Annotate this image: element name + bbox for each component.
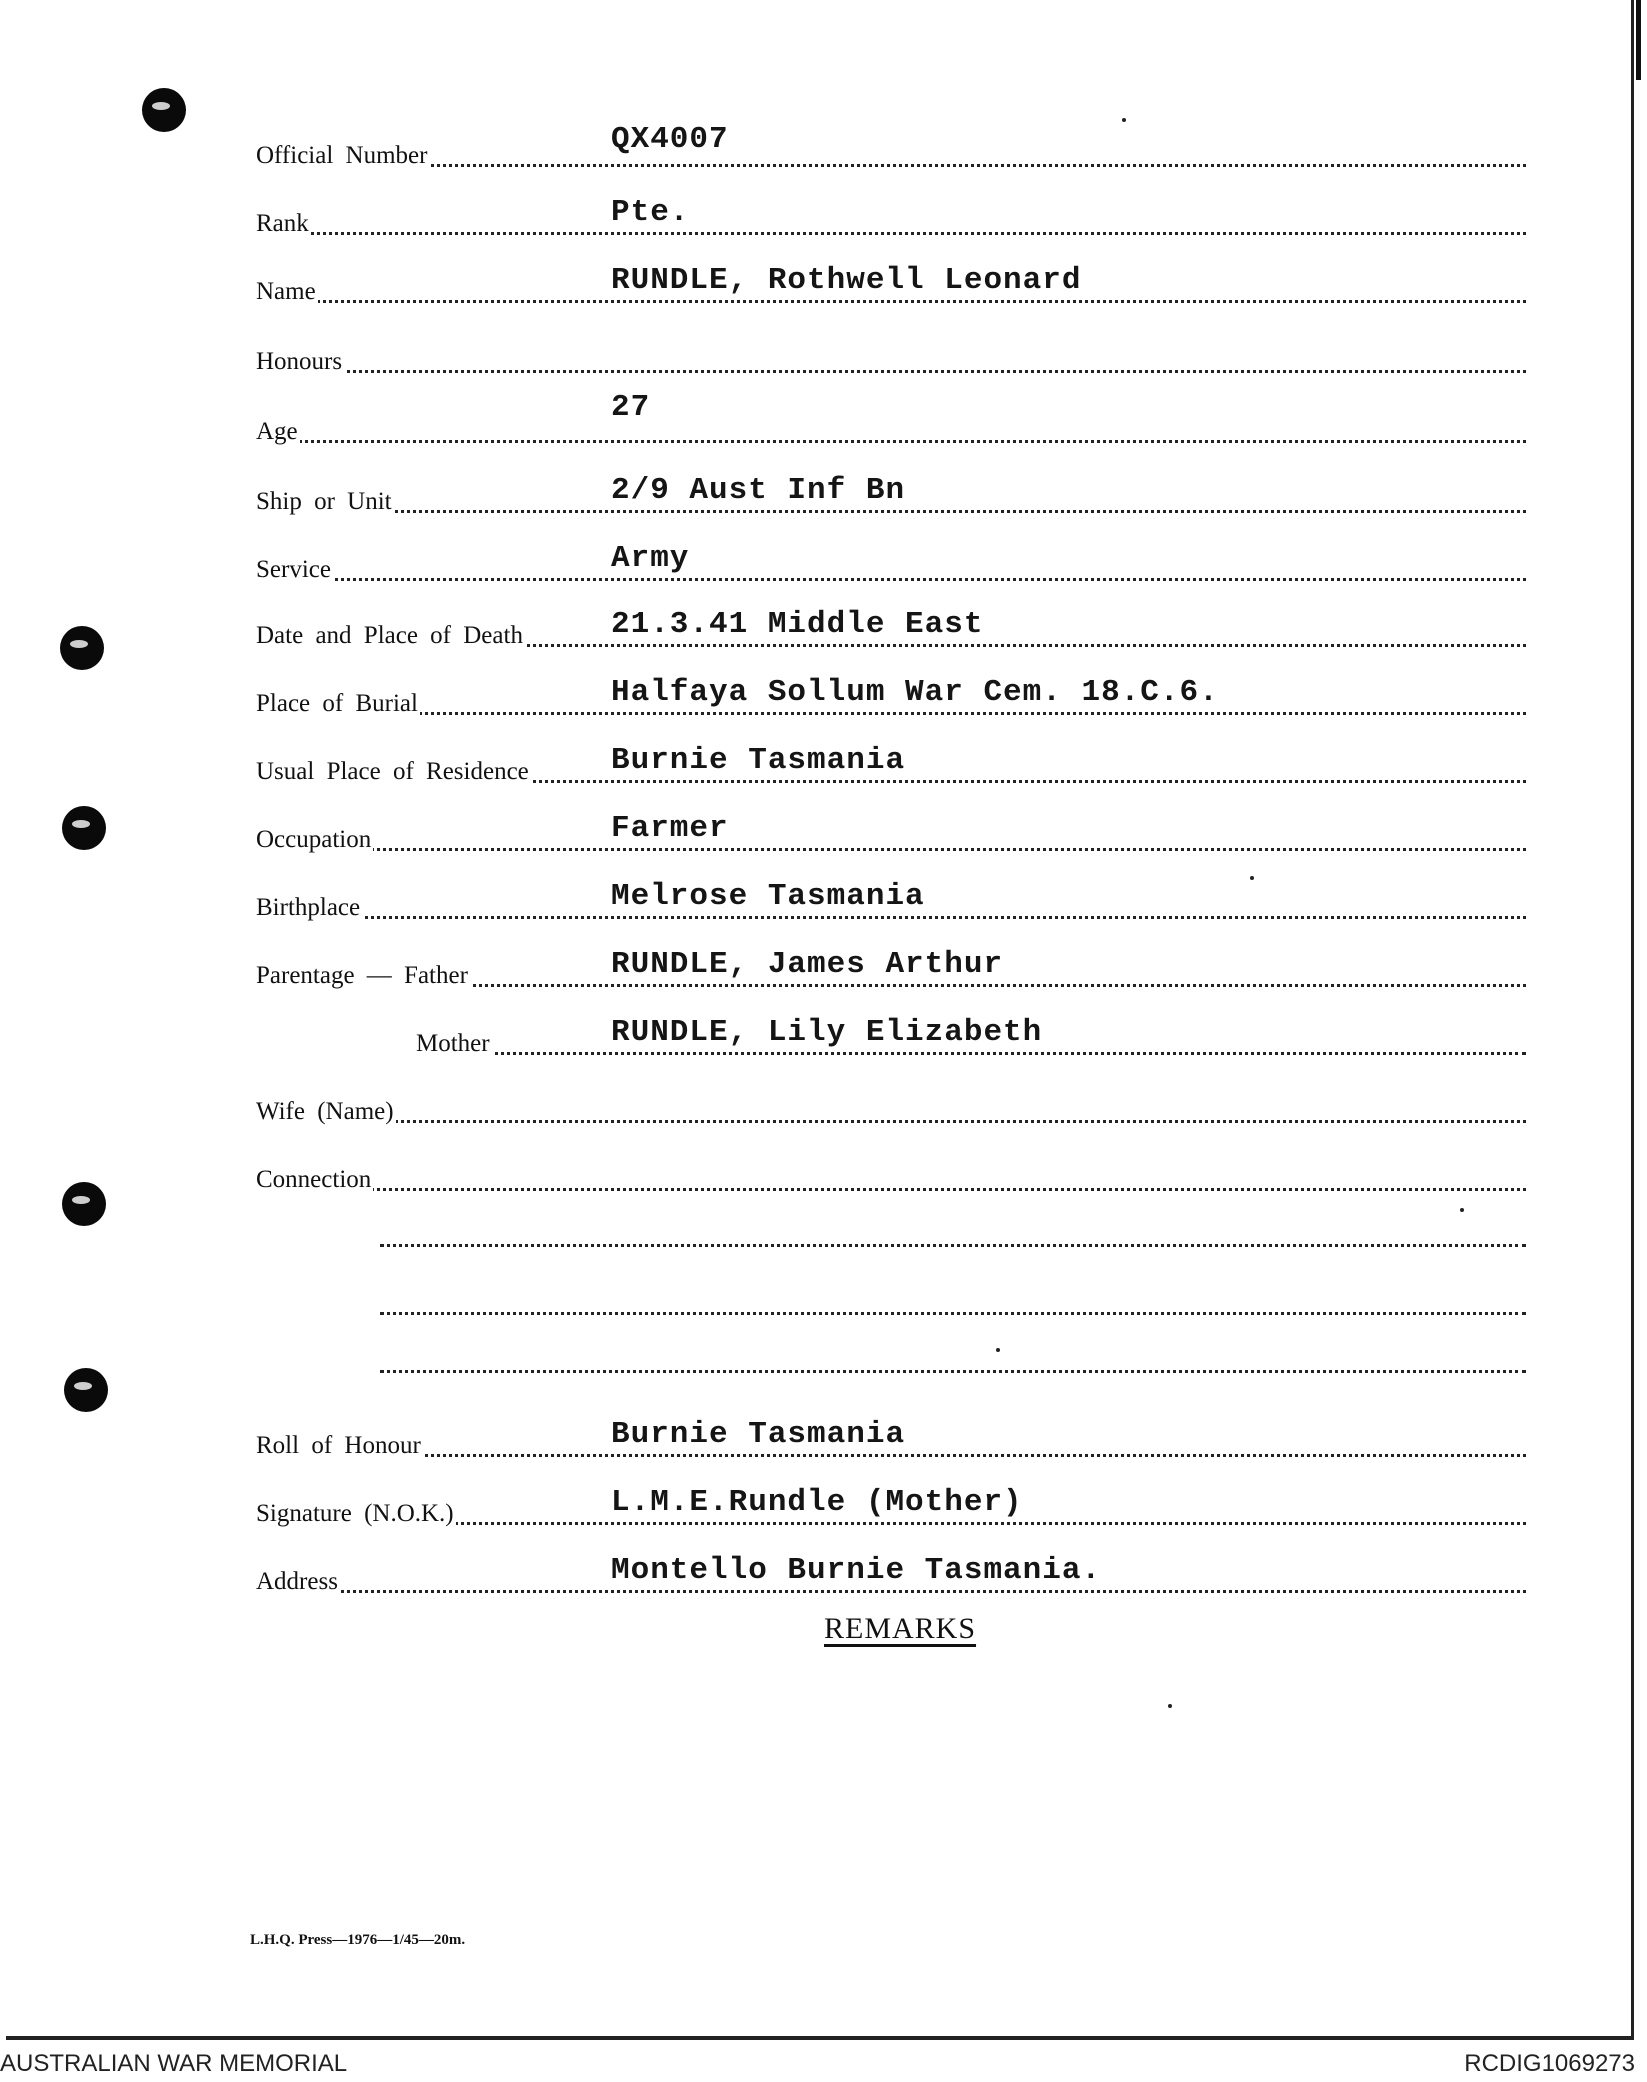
field-label: Mother (416, 1030, 490, 1057)
punch-hole (62, 1182, 106, 1226)
punch-hole (64, 1368, 108, 1412)
field-value: RUNDLE, Lily Elizabeth (611, 1015, 1043, 1050)
field-value: Burnie Tasmania (611, 1417, 906, 1452)
field-place-of-burial (256, 675, 1526, 718)
field-label: Signature (N.O.K.) (256, 1500, 454, 1527)
field-value: Montello Burnie Tasmania. (611, 1553, 1102, 1588)
field-occupation (256, 811, 1526, 854)
field-label: Roll of Honour (256, 1432, 421, 1459)
scan-speck (996, 1348, 1000, 1352)
page-edge (1636, 0, 1641, 80)
field-honours (256, 336, 1526, 376)
field-birthplace (256, 879, 1526, 922)
printer-note: L.H.Q. Press—1976—1/45—20m. (250, 1932, 466, 1948)
field-label: Service (256, 556, 331, 583)
field-label: Place of Burial (256, 690, 418, 717)
field-value: Melrose Tasmania (611, 879, 925, 914)
field-label: Wife (Name) (256, 1098, 394, 1125)
field-father (256, 947, 1526, 990)
punch-hole (62, 806, 106, 850)
field-label: Honours (256, 348, 343, 375)
field-value: RUNDLE, Rothwell Leonard (611, 263, 1082, 298)
field-signature-nok (256, 1485, 1526, 1528)
footer-record-id: RCDIG1069273 (1464, 2050, 1635, 2077)
field-value: Burnie Tasmania (611, 743, 906, 778)
scan-speck (1250, 876, 1254, 880)
field-label: Official Number (256, 142, 428, 169)
field-rank (256, 195, 1526, 238)
field-connection (256, 1154, 1526, 1194)
connection-continuation-line (380, 1312, 1526, 1315)
field-value: RUNDLE, James Arthur (611, 947, 1004, 982)
connection-continuation-line (380, 1244, 1526, 1247)
field-label: Usual Place of Residence (256, 758, 529, 785)
remarks-heading: REMARKS (824, 1612, 977, 1645)
field-label: Connection (256, 1166, 372, 1193)
connection-continuation-line (380, 1370, 1526, 1373)
field-value: 2/9 Aust Inf Bn (611, 473, 906, 508)
punch-hole (142, 88, 186, 132)
footer-institution: AUSTRALIAN WAR MEMORIAL (0, 2050, 348, 2077)
field-value: QX4007 (611, 122, 729, 157)
field-label: Rank (256, 210, 309, 237)
field-date-place-death (256, 607, 1526, 650)
field-service (256, 541, 1526, 584)
scan-speck (1122, 118, 1126, 122)
field-value: Army (611, 541, 690, 576)
field-roll-of-honour (256, 1417, 1526, 1460)
scan-speck (1460, 1208, 1464, 1212)
field-label: Parentage — Father (256, 962, 468, 989)
field-value: L.M.E.Rundle (Mother) (611, 1485, 1023, 1520)
field-label: Ship or Unit (256, 488, 392, 515)
field-value: Halfaya Sollum War Cem. 18.C.6. (611, 675, 1219, 710)
field-address (256, 1553, 1526, 1596)
field-wife (256, 1086, 1526, 1126)
field-value: Pte. (611, 195, 690, 230)
field-value: 27 (611, 390, 651, 425)
field-official-number (256, 122, 1526, 170)
field-age (256, 390, 1526, 446)
punch-hole (60, 626, 104, 670)
field-usual-residence (256, 743, 1526, 786)
field-label: Occupation (256, 826, 372, 853)
field-value: 21.3.41 Middle East (611, 607, 984, 642)
field-mother (256, 1015, 1526, 1058)
field-value: Farmer (611, 811, 729, 846)
field-label: Address (256, 1568, 338, 1595)
scan-speck (1168, 1704, 1172, 1708)
field-label: Date and Place of Death (256, 622, 523, 649)
field-name (256, 263, 1526, 306)
field-label: Name (256, 278, 316, 305)
field-ship-or-unit (256, 473, 1526, 516)
field-label: Age (256, 418, 298, 445)
field-label: Birthplace (256, 894, 361, 921)
